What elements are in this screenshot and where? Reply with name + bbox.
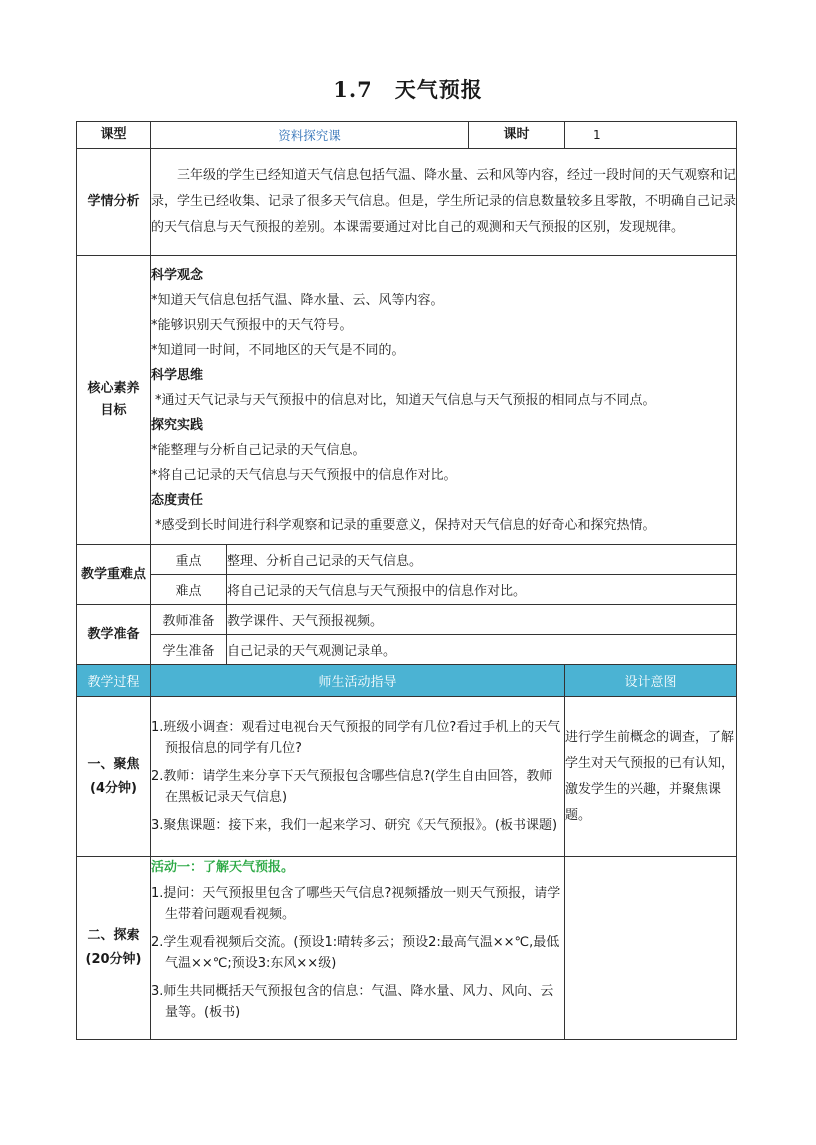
goal-item: *感受到长时间进行科学观察和记录的重要意义，保持对天气信息的好奇心和探究热情。 — [155, 517, 656, 533]
process-header-row — [77, 665, 737, 697]
process-header-activity: 师生活动指导 — [151, 665, 565, 697]
teacher-prep-text: 教学课件、天气预报视频。 — [227, 605, 737, 635]
stage-explore-steps — [151, 857, 565, 1040]
goal-item: *知道同一时间，不同地区的天气是不同的。 — [151, 342, 405, 358]
stage-explore-design — [565, 857, 737, 1040]
hours-value: 1 — [565, 122, 737, 149]
goal-heading: 态度责任 — [151, 492, 204, 508]
analysis-text: 三年级的学生已经知道天气信息包括气温、降水量、云和风等内容，经过一段时间的天气观察和记录，学生已经收集、记录了很多天气信息。但是，学生所记录的信息数量较多且零散，不明确自己记录的天气信息与天气预报的差别。本课需要通过对比自己的观测和天气预报的区别，发现规律。 — [151, 149, 737, 256]
type-label: 课型 — [77, 122, 151, 149]
goal-item: *将自己记录的天气信息与天气预报中的信息作对比。 — [151, 467, 457, 483]
key-points-label: 教学重难点 — [77, 545, 151, 605]
goal-heading: 探究实践 — [151, 417, 204, 433]
goals-row — [77, 256, 737, 545]
meta-row — [77, 122, 737, 149]
step-item: 2.学生观看视频后交流。(预设1:晴转多云；预设2:最高气温××℃,最低气温××℃;预设3:东风××级) — [151, 935, 560, 971]
goal-item: *通过天气记录与天气预报中的信息对比，知道天气信息与天气预报的相同点与不同点。 — [155, 392, 656, 408]
goals-label-line2: 目标 — [100, 403, 127, 418]
key-text: 整理、分析自己记录的天气信息。 — [227, 545, 737, 575]
stage-focus-design: 进行学生前概念的调查，了解学生对天气预报的已有认知，激发学生的兴趣，并聚焦课题。 — [565, 697, 737, 857]
step-item: 2.教师：请学生来分享下天气预报包含哪些信息?(学生自由回答，教师在黑板记录天气信息) — [151, 769, 553, 805]
teacher-prep-row — [77, 605, 737, 635]
prep-label: 教学准备 — [77, 605, 151, 665]
student-prep-label: 学生准备 — [151, 635, 227, 665]
stage-focus-row — [77, 697, 737, 857]
type-value: 资料探究课 — [151, 122, 469, 149]
activity-heading: 活动一：了解天气预报。 — [151, 860, 295, 875]
goal-heading: 科学观念 — [151, 267, 204, 283]
step-item: 3.聚焦课题：接下来，我们一起来学习、研究《天气预报》。(板书课题) — [151, 818, 558, 833]
goal-heading: 科学思维 — [151, 367, 204, 383]
key-point-row — [77, 545, 737, 575]
stage-explore-label — [77, 857, 151, 1040]
stage-explore-row — [77, 857, 737, 1040]
stage-focus-steps — [151, 697, 565, 857]
stage-time: (20分钟) — [85, 952, 142, 967]
teacher-prep-label: 教师准备 — [151, 605, 227, 635]
step-item: 3.师生共同概括天气预报包含的信息：气温、降水量、风力、风向、云量等。(板书) — [151, 984, 554, 1020]
goal-item: *能够识别天气预报中的天气符号。 — [151, 317, 353, 333]
goals-content — [151, 256, 737, 545]
process-header-design: 设计意图 — [565, 665, 737, 697]
lesson-plan-table — [76, 121, 737, 1040]
stage-time: (4分钟) — [90, 780, 137, 796]
step-item: 1.提问：天气预报里包含了哪些天气信息?视频播放一则天气预报，请学生带着问题观看视频。 — [151, 886, 561, 922]
student-prep-text: 自己记录的天气观测记录单。 — [227, 635, 737, 665]
goals-label-line1: 核心素养 — [87, 381, 140, 396]
stage-name: 一、聚焦 — [87, 756, 140, 772]
goal-item: *知道天气信息包括气温、降水量、云、风等内容。 — [151, 292, 444, 308]
lesson-number: 1.7 — [333, 77, 373, 102]
analysis-row — [77, 149, 737, 256]
student-prep-row — [77, 635, 737, 665]
step-item: 1.班级小调查：观看过电视台天气预报的同学有几位?看过手机上的天气预报信息的同学有几位? — [151, 720, 561, 756]
process-header-stage: 教学过程 — [77, 665, 151, 697]
goals-label — [77, 256, 151, 545]
hours-label: 课时 — [469, 122, 565, 149]
lesson-title: 天气预报 — [394, 77, 483, 102]
analysis-label: 学情分析 — [77, 149, 151, 256]
key-label: 重点 — [151, 545, 227, 575]
difficulty-label: 难点 — [151, 575, 227, 605]
difficulty-text: 将自己记录的天气信息与天气预报中的信息作对比。 — [227, 575, 737, 605]
page-title — [0, 74, 816, 104]
difficulty-row — [77, 575, 737, 605]
stage-focus-label — [77, 697, 151, 857]
goal-item: *能整理与分析自己记录的天气信息。 — [151, 442, 366, 458]
stage-name: 二、探索 — [87, 928, 140, 943]
